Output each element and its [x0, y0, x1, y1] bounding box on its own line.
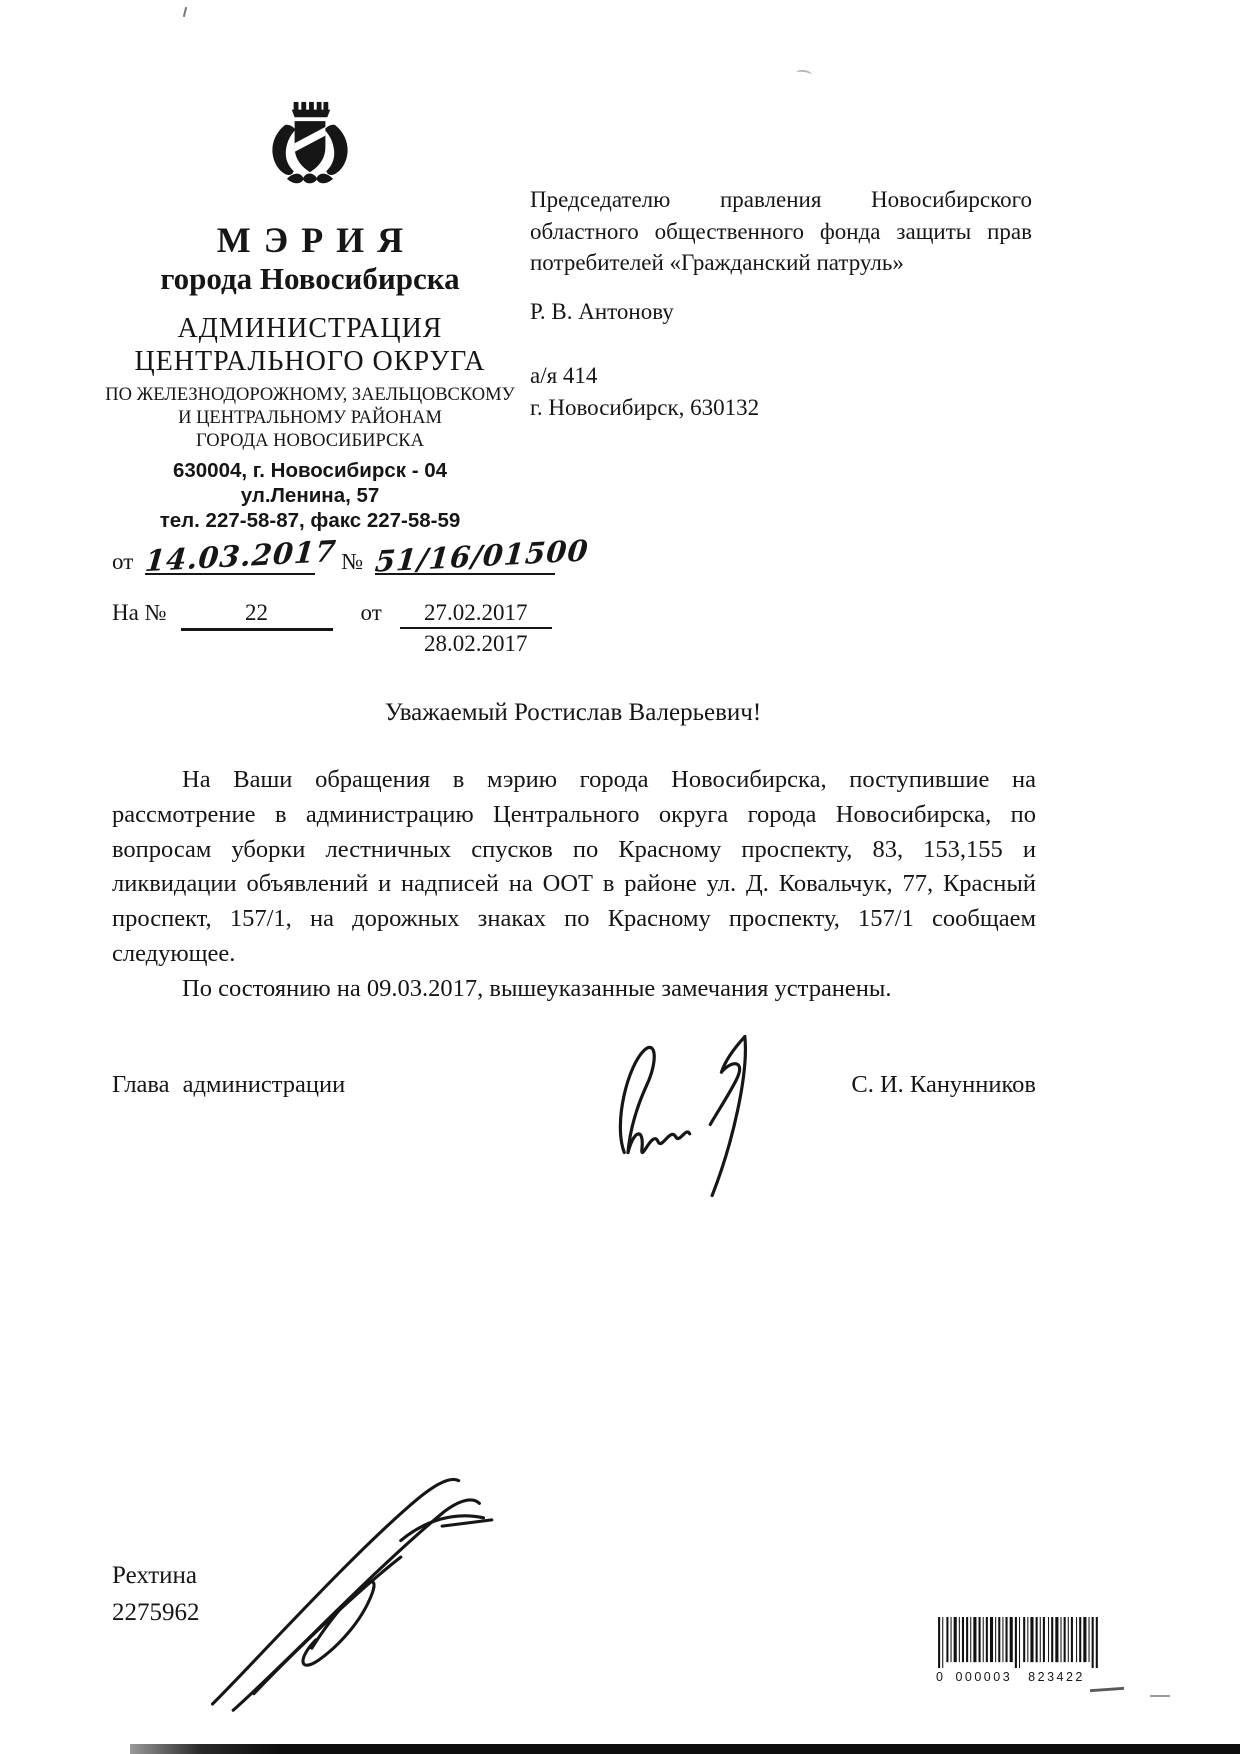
- executor-phone: 2275962: [112, 1599, 200, 1626]
- districts-block: [70, 384, 550, 453]
- signer-title: Глава администрации: [112, 1071, 346, 1098]
- executor-visa-scribble-icon: [198, 1452, 498, 1714]
- number-label: №: [341, 549, 364, 574]
- handwritten-number: 51/16/01500: [373, 533, 591, 579]
- administration-block: [70, 312, 550, 378]
- districts-line2: И ЦЕНТРАЛЬНОМУ РАЙОНАМ: [178, 408, 442, 428]
- admin-line2: ЦЕНТРАЛЬНОГО ОКРУГА: [134, 346, 486, 377]
- scan-artifact-bottom-strip: [130, 1744, 1240, 1754]
- reply-from-label: от: [360, 600, 382, 625]
- districts-line1: ПО ЖЕЛЕЗНОДОРОЖНОМУ, ЗАЕЛЬЦОВСКОМУ: [105, 385, 515, 405]
- barcode-block: [936, 1617, 1102, 1684]
- scan-artifact-tilde: [796, 69, 813, 79]
- reply-number-field: 22: [181, 600, 333, 631]
- recipient-block: [530, 184, 1032, 423]
- org-title-line1: МЭРИЯ: [216, 220, 417, 260]
- scan-artifact-tick: [183, 7, 187, 17]
- reply-date-top: 27.02.2017: [400, 600, 552, 629]
- recipient-po-box: а/я 414: [530, 363, 598, 388]
- executor-name: Рехтина: [112, 1562, 197, 1589]
- recipient-address: Председателю правления Новосибирского областного общественного фонда защиты прав потребителей «Гражданский патруль»: [530, 187, 1032, 275]
- letter-body: [112, 763, 1036, 1007]
- body-paragraph-1: На Ваши обращения в мэрию города Новосибирска, поступившие на рассмотрение в администрацию Центрального округа города Новосибирска, по вопросам уборки лестничных спусков по Красному проспекту, 83, 153,155 и ликвидации объявлений и надписей на ООТ в районе ул. Д. Ковальчук, 77, Красный проспект, 157/1, на дорожных знаках по Красному проспекту, 157/1 сообщаем следующее.: [112, 766, 1036, 967]
- recipient-city: г. Новосибирск, 630132: [530, 394, 760, 420]
- head-signature-icon: [585, 1028, 800, 1206]
- admin-line1: АДМИНИСТРАЦИЯ: [177, 313, 443, 344]
- barcode-digit-left: 0: [936, 1670, 946, 1684]
- recipient-name: Р. В. Антонову: [530, 298, 674, 324]
- body-paragraph-2: По состоянию на 09.03.2017, вышеуказанные замечания устранены.: [182, 974, 892, 1002]
- outgoing-reference-row: [112, 533, 591, 579]
- org-title-line2: города Новосибирска: [160, 261, 460, 296]
- scan-artifact-dash: [1090, 1687, 1124, 1692]
- scan-artifact-dash-small: [1150, 1695, 1170, 1697]
- outgoing-number-field: [373, 533, 591, 579]
- signer-name: С. И. Канунников: [851, 1071, 1036, 1098]
- novosibirsk-coat-of-arms-icon: [262, 100, 358, 200]
- address-block: [70, 458, 550, 533]
- barcode-digits: [936, 1670, 1102, 1684]
- barcode-icon: [936, 1617, 1102, 1670]
- reply-reference-row: [112, 600, 552, 657]
- from-label: от: [112, 549, 134, 574]
- barcode-group2: 823422: [1028, 1670, 1085, 1684]
- outgoing-date-field: [143, 533, 339, 579]
- reply-label: На №: [112, 600, 167, 625]
- reply-date-bottom: 28.02.2017: [424, 631, 528, 656]
- handwritten-date: 14.03.2017: [143, 533, 339, 579]
- contacts-line: тел. 227-58-87, факс 227-58-59: [159, 509, 461, 532]
- letterhead: [70, 100, 550, 533]
- executor-block: [112, 1557, 200, 1631]
- address-line2: ул.Ленина, 57: [240, 484, 380, 507]
- barcode-group1: 000003: [955, 1670, 1013, 1684]
- address-line1: 630004, г. Новосибирск - 04: [172, 459, 448, 482]
- districts-line3: ГОРОДА НОВОСИБИРСКА: [195, 431, 425, 451]
- reply-dates: [400, 600, 552, 657]
- salutation: Уважаемый Ростислав Валерьевич!: [384, 699, 762, 726]
